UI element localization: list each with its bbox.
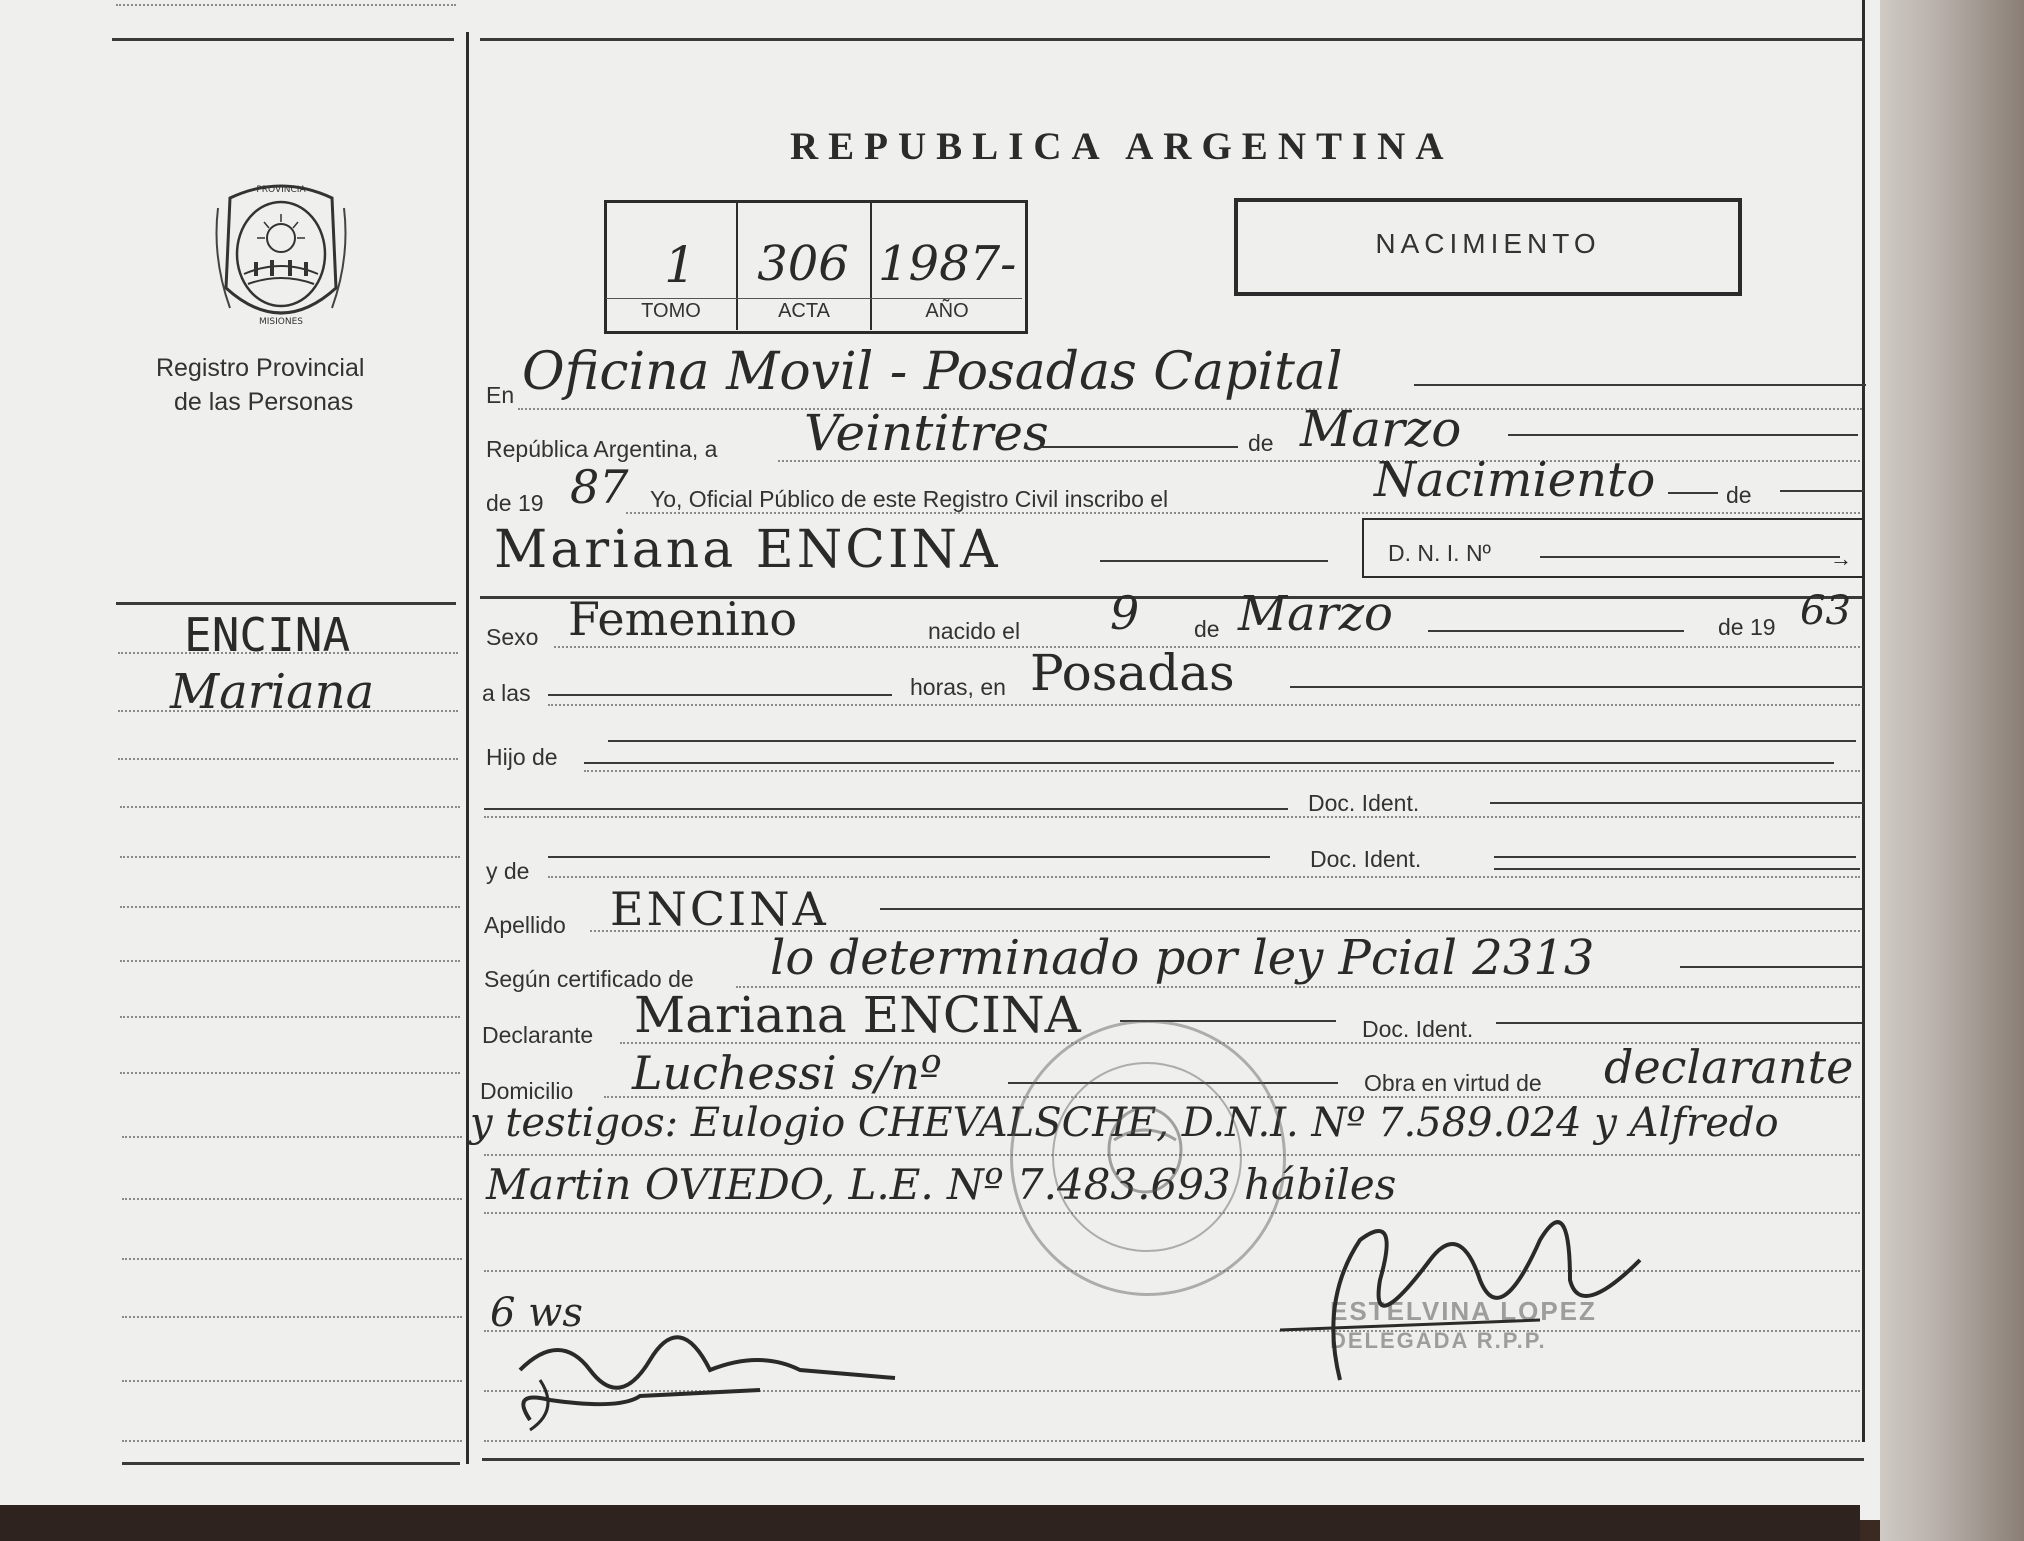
svg-text:PROVINCIA: PROVINCIA (256, 185, 306, 195)
fill-line (1540, 556, 1840, 558)
acta-label: ACTA (778, 300, 830, 322)
declarant-signature (500, 1310, 920, 1450)
right-border (1862, 0, 1865, 1442)
official-stamp-name: ESTELVINA LOPEZ (1330, 1296, 1597, 1326)
footnote: 6 ws (490, 1290, 583, 1336)
margin-line (122, 1258, 462, 1260)
bottom-rule-right (482, 1458, 1864, 1461)
margin-line (122, 1198, 462, 1200)
fill-line (1040, 446, 1238, 448)
fill-line (484, 808, 1288, 810)
margin-line (122, 1380, 462, 1382)
witnesses-line-2: Martin OVIEDO, L.E. Nº 7.483.693 hábiles (486, 1160, 1397, 1209)
top-dotted (116, 4, 456, 6)
margin-given-name: Mariana (170, 664, 375, 720)
domicilio-value: Luchessi s/nº (632, 1046, 942, 1100)
segun-value: lo determinado por ley Pcial 2313 (770, 930, 1595, 986)
birth-day-value: 9 (1110, 586, 1140, 640)
anio-label: AÑO (925, 300, 969, 322)
fill-line (1494, 856, 1856, 858)
birth-place-value: Posadas (1030, 644, 1235, 702)
margin-line (122, 1136, 462, 1138)
svg-text:MISIONES: MISIONES (258, 317, 304, 327)
fill-line (584, 762, 1834, 764)
birth-year-prefix-label: de 19 (1718, 614, 1776, 640)
apellido-label: Apellido (484, 912, 566, 938)
fill-line (1668, 492, 1718, 494)
top-rule-right (480, 38, 1862, 41)
fill-line (548, 694, 892, 696)
dotted-line (778, 460, 1860, 462)
margin-line (120, 1016, 460, 1018)
tomo-label: TOMO (641, 300, 701, 322)
segun-label: Según certificado de (484, 966, 694, 992)
bottom-rule-left (122, 1462, 460, 1465)
fill-line (1290, 686, 1864, 688)
fill-line (1428, 630, 1684, 632)
birth-year-value: 63 (1800, 588, 1851, 634)
apellido-value: ENCINA (610, 882, 829, 936)
official-stamp-title: DELEGADA R.P.P. (1330, 1328, 1547, 1353)
fill-line (548, 856, 1270, 858)
en-label: En (486, 382, 515, 408)
fill-line (1780, 490, 1864, 492)
dotted-line (584, 770, 1860, 772)
doc-ident-label-2: Doc. Ident. (1310, 846, 1422, 872)
margin-line (122, 1440, 462, 1442)
registered-name: Mariana ENCINA (494, 520, 1001, 580)
office-value: Oficina Movil - Posadas Capital (522, 342, 1343, 402)
margin-line (120, 806, 460, 808)
record-type: NACIMIENTO (1375, 228, 1601, 259)
act-value: Nacimiento (1374, 452, 1656, 508)
birth-month-value: Marzo (1238, 586, 1393, 642)
obra-label: Obra en virtud de (1364, 1070, 1542, 1096)
republica-label: República Argentina, a (486, 436, 718, 462)
registry-name-line2: de las Personas (174, 388, 354, 416)
fill-line (1100, 560, 1328, 562)
de-label-2: de (1726, 482, 1752, 508)
country-title: REPUBLICA ARGENTINA (790, 125, 1454, 168)
dotted-line (518, 408, 1862, 410)
registry-name-line1: Registro Provincial (156, 354, 365, 382)
dotted-line (548, 704, 1860, 706)
horas-label: horas, en (910, 674, 1006, 700)
yde-label: y de (486, 858, 530, 884)
margin-surname: ENCINA (184, 608, 351, 662)
arrow-icon: → (1830, 546, 1852, 571)
margin-rule (116, 602, 456, 605)
doc-ident-label-1: Doc. Ident. (1308, 790, 1420, 816)
alas-label: a las (482, 680, 531, 706)
fill-line (1490, 802, 1864, 804)
dotted-line (484, 816, 1860, 818)
top-rule-left (112, 38, 454, 41)
page-edge (1880, 0, 2024, 1541)
year-prefix-label: de 19 (486, 490, 544, 516)
margin-line (120, 1072, 460, 1074)
oficial-label: Yo, Oficial Público de este Registro Civil inscribo el (650, 486, 1169, 512)
obra-value: declarante (1604, 1040, 1854, 1094)
officer-signature (1280, 1200, 1680, 1400)
fill-line (1680, 966, 1862, 968)
margin-line (122, 1316, 462, 1318)
margin-line (120, 960, 460, 962)
month-value: Marzo (1300, 400, 1462, 458)
de-label: de (1248, 430, 1274, 456)
year-value: 87 (570, 460, 629, 514)
book-binding-strip (0, 1505, 1860, 1541)
anio-value: 1987- (878, 236, 1017, 292)
fill-line (1496, 1022, 1862, 1024)
margin-line (120, 906, 460, 908)
hijo-label: Hijo de (486, 744, 558, 770)
dotted-line (548, 876, 1860, 878)
province-seal-icon (210, 178, 352, 334)
fill-line (608, 740, 1856, 742)
margin-line (118, 758, 458, 760)
declarante-label: Declarante (482, 1022, 594, 1048)
day-value: Veintitres (804, 404, 1049, 462)
fill-line (1414, 384, 1866, 386)
tomo-value: 1 (664, 236, 696, 294)
acta-value: 306 (757, 236, 849, 292)
dotted-line (626, 512, 1860, 514)
margin-divider (466, 32, 469, 1464)
de-label-3: de (1194, 616, 1220, 642)
declarante-value: Mariana ENCINA (634, 986, 1081, 1044)
nacido-label: nacido el (928, 618, 1021, 644)
doc-ident-label-3: Doc. Ident. (1362, 1016, 1474, 1042)
fill-line (1508, 434, 1858, 436)
round-stamp-emblem-icon (1010, 1020, 1280, 1290)
dni-label: D. N. I. Nº (1388, 540, 1491, 566)
fill-line (880, 908, 1862, 910)
sexo-value: Femenino (568, 592, 798, 646)
sexo-label: Sexo (486, 624, 539, 650)
margin-line (120, 856, 460, 858)
fill-line (1494, 868, 1860, 870)
witnesses-line-1: y testigos: Eulogio CHEVALSCHE, D.N.I. Nº 7.589.024 y Alfredo (470, 1100, 1779, 1146)
table-rule (606, 298, 1022, 299)
domicilio-label: Domicilio (480, 1078, 574, 1104)
